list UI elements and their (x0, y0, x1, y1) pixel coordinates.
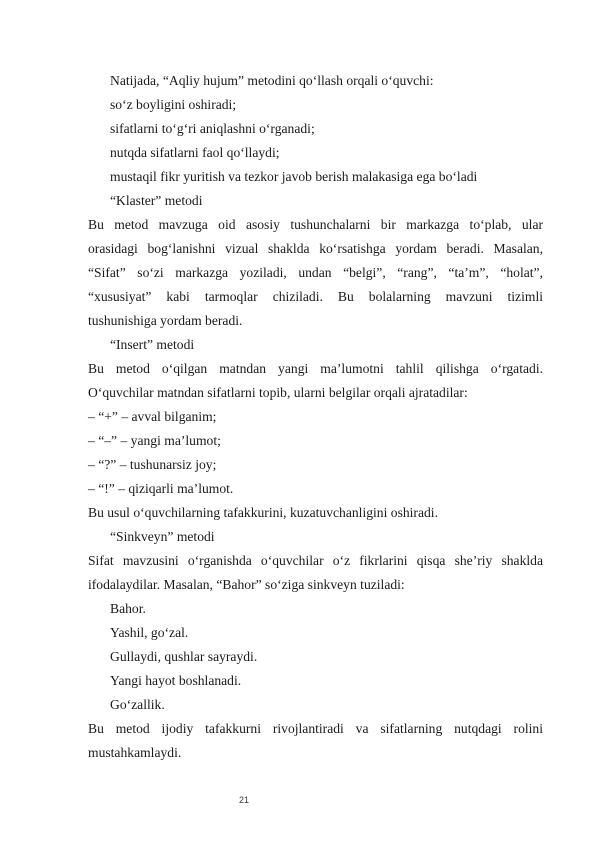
poem-line: Go‘zallik. (110, 697, 165, 712)
paragraph-line: orasidagi bog‘lanishni vizual shaklda ko‘rsatishga yordam beradi. Masalan, (88, 241, 543, 256)
paragraph-line: mustahkamlaydi. (88, 745, 182, 760)
paragraph-line: tushunishiga yordam beradi. (88, 313, 243, 328)
list-item: mustaqil fikr yuritish va tezkor javob berish malakasiga ega bo‘ladi (110, 169, 478, 184)
poem-line: Yashil, go‘zal. (110, 625, 189, 640)
paragraph-line: “Sifat” so‘zi markazga yoziladi, undan “belgi”, “rang”, “ta’m”, “holat”, (88, 265, 543, 280)
paragraph-line: ifodalaydilar. Masalan, “Bahor” so‘ziga sinkveyn tuziladi: (88, 577, 405, 592)
paragraph-line: Bu metod o‘qilgan matndan yangi ma’lumotni tahlil qilishga o‘rgatadi. (88, 361, 543, 376)
section-heading: “Insert” metodi (110, 337, 195, 352)
page-number: 21 (238, 795, 249, 805)
text-line: Natijada, “Aqliy hujum” metodini qo‘llash orqali o‘quvchi: (110, 73, 434, 88)
section-heading: “Klaster” metodi (110, 193, 203, 208)
list-item: – “–” – yangi ma’lumot; (88, 433, 221, 448)
section-heading: “Sinkveyn” metodi (110, 529, 215, 544)
paragraph-line: O‘quvchilar matndan sifatlarni topib, ularni belgilar orqali ajratadilar: (88, 385, 468, 400)
poem-line: Gullaydi, qushlar sayraydi. (110, 649, 258, 664)
poem-line: Bahor. (110, 601, 146, 616)
paragraph-line: “xususiyat” kabi tarmoqlar chiziladi. Bu bolalarning mavzuni tizimli (88, 289, 543, 304)
list-item: – “!” – qiziqarli ma’lumot. (88, 481, 234, 496)
paragraph-line: Bu metod ijodiy tafakkurni rivojlantiradi va sifatlarning nutqdagi rolini (88, 721, 543, 736)
paragraph-line: Bu metod mavzuga oid asosiy tushunchalarni bir markazga to‘plab, ular (88, 217, 543, 232)
list-item: – “?” – tushunarsiz joy; (88, 457, 217, 472)
list-item: so‘z boyligini oshiradi; (110, 97, 237, 112)
paragraph-line: Sifat mavzusini o‘rganishda o‘quvchilar o‘z fikrlarini qisqa she’riy shaklda (88, 553, 543, 568)
list-item: sifatlarni to‘g‘ri aniqlashni o‘rganadi; (110, 121, 315, 136)
list-item: nutqda sifatlarni faol qo‘llaydi; (110, 145, 280, 160)
paragraph-line: Bu usul o‘quvchilarning tafakkurini, kuzatuvchanligini oshiradi. (88, 505, 438, 520)
list-item: – “+” – avval bilganim; (88, 409, 217, 424)
poem-line: Yangi hayot boshlanadi. (110, 673, 242, 688)
